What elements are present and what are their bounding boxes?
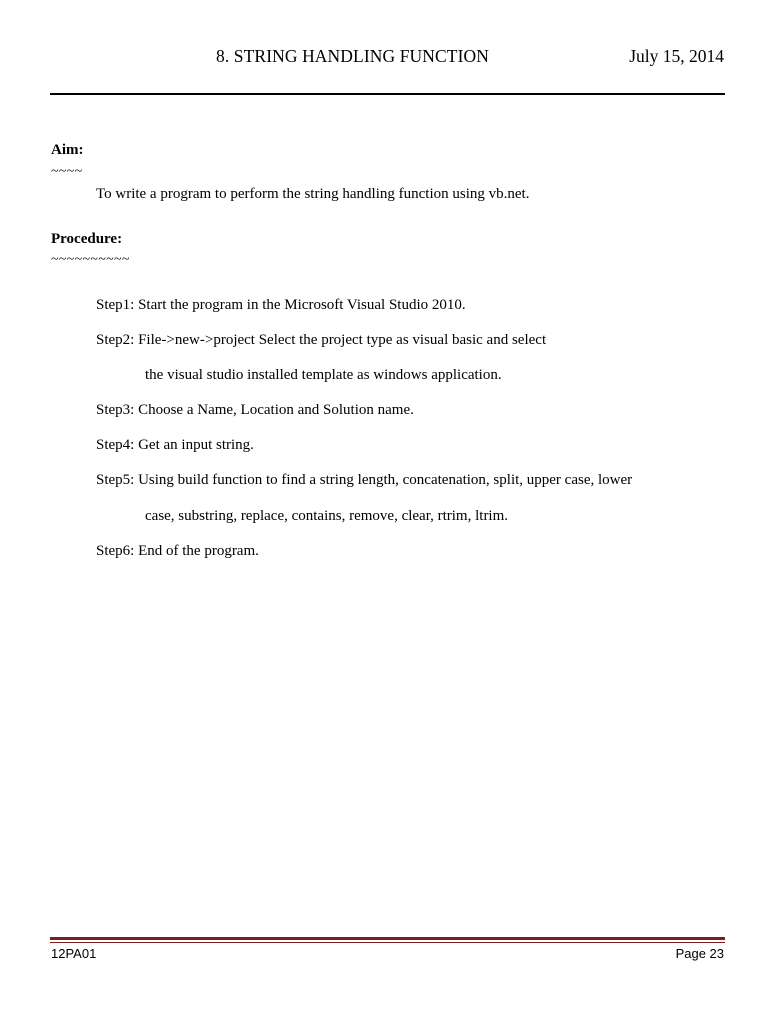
aim-text: To write a program to perform the string handling function using vb.net. [96, 186, 530, 202]
step-1: Step1: Start the program in the Microsoft Visual Studio 2010. [96, 297, 466, 313]
procedure-underline: ~~~~~~~~~~ [51, 252, 130, 267]
step-6: Step6: End of the program. [96, 543, 259, 559]
aim-heading: Aim: [51, 142, 84, 158]
step-2-continuation: the visual studio installed template as windows application. [145, 367, 502, 383]
page-number: Page 23 [675, 946, 724, 961]
step-2: Step2: File->new->project Select the project type as visual basic and select [96, 332, 547, 348]
procedure-heading: Procedure: [51, 231, 123, 247]
step-4: Step4: Get an input string. [96, 437, 254, 453]
step-5-continuation: case, substring, replace, contains, remove, clear, rtrim, ltrim. [145, 508, 509, 524]
page-title: 8. STRING HANDLING FUNCTION [216, 46, 489, 66]
footer-divider-thin [50, 942, 725, 943]
step-5: Step5: Using build function to find a string length, concatenation, split, upper case, lower [96, 472, 633, 488]
footer-code: 12PA01 [51, 946, 97, 961]
aim-underline: ~~~~ [51, 164, 83, 179]
footer-divider [50, 937, 725, 940]
step-3: Step3: Choose a Name, Location and Solution name. [96, 402, 414, 418]
header-date: July 15, 2014 [629, 46, 724, 66]
header-divider [50, 93, 725, 95]
